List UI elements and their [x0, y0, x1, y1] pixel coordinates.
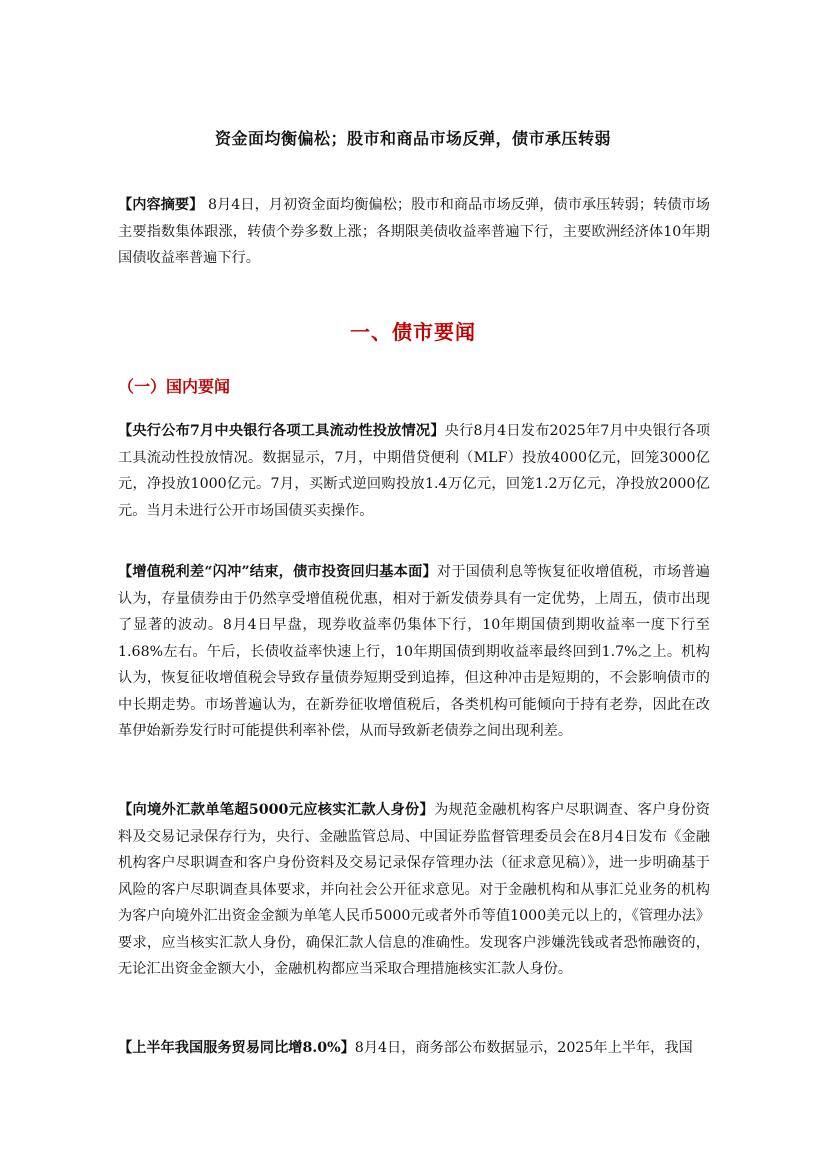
summary-paragraph [118, 192, 710, 272]
summary-label: 【内容摘要】 [118, 197, 204, 213]
subsection-heading-domestic-news: （一）国内要闻 [118, 377, 231, 396]
news-body: 对于国债利息等恢复征收增值税，市场普遍认为，存量债券由于仍然享受增值税优惠，相对于新发债券具有一定优势，上周五，债市出现了显著的波动。8月4日早盘，现券收益率仍集体下行，10年期国债到期收益率一度下行至1.68%左右。午后，长债收益率快速上行，10年期国债到期收益率最终回到1.7%之上。机构认为，恢复征收增值税会导致存量债券短期受到追捧，但这种冲击是短期的，不会影响债市的中长期走势。市场普遍认为，在新券征收增值税后，各类机构可能倾向于持有老券，因此在改革伊始新券发行时可能提供利率补偿，从而导致新老债券之间出现利差。 [118, 564, 710, 739]
news-item [118, 1035, 710, 1062]
news-body: 为规范金融机构客户尽职调查、客户身份资料及交易记录保存行为，央行、金融监管总局、中国证券监督管理委员会在8月4日发布《金融机构客户尽职调查和客户身份资料及交易记录保存管理办法（征求意见稿）》，进一步明确基于风险的客户尽职调查具体要求，并向社会公开征求意见。对于金融机构和从事汇兑业务的机构为客户向境外汇出资金金额为单笔人民币5000元或者外币等值1000美元以上的，《管理办法》要求，应当核实汇款人身份，确保汇款人信息的准确性。发现客户涉嫌洗钱或者恐怖融资的，无论汇出资金金额大小，金融机构都应当采取合理措施核实汇款人身份。 [118, 802, 710, 977]
section-heading-bond-news: 一、债市要闻 [350, 320, 476, 344]
summary-text: 8月4日，月初资金面均衡偏松；股市和商品市场反弹，债市承压转弱；转债市场主要指数集体跟涨，转债个券多数上涨；各期限美债收益率普遍下行，主要欧洲经济体10年期国债收益率普遍下行。 [118, 197, 710, 266]
news-title: 【上半年我国服务贸易同比增8.0%】 [118, 1040, 355, 1056]
news-body: 8月4日，商务部公布数据显示，2025年上半年，我国 [354, 1040, 693, 1056]
news-item [118, 797, 710, 983]
news-item [118, 559, 710, 745]
news-body: 央行8月4日发布2025年7月中央银行各项工具流动性投放情况。数据显示，7月，中期借贷便利（MLF）投放4000亿元，回笼3000亿元，净投放1000亿元。7月，买断式逆回购投放1.4万亿元，回笼1.2万亿元，净投放2000亿元。当月未进行公开市场国债买卖操作。 [118, 423, 711, 519]
news-item [118, 418, 710, 524]
document-title: 资金面均衡偏松；股市和商品市场反弹，债市承压转弱 [214, 129, 611, 148]
news-title: 【增值税利差“闪冲”结束，债市投资回归基本面】 [118, 564, 437, 580]
news-title: 【向境外汇款单笔超5000元应核实汇款人身份】 [118, 802, 435, 818]
news-title: 【央行公布7月中央银行各项工具流动性投放情况】 [118, 423, 445, 439]
